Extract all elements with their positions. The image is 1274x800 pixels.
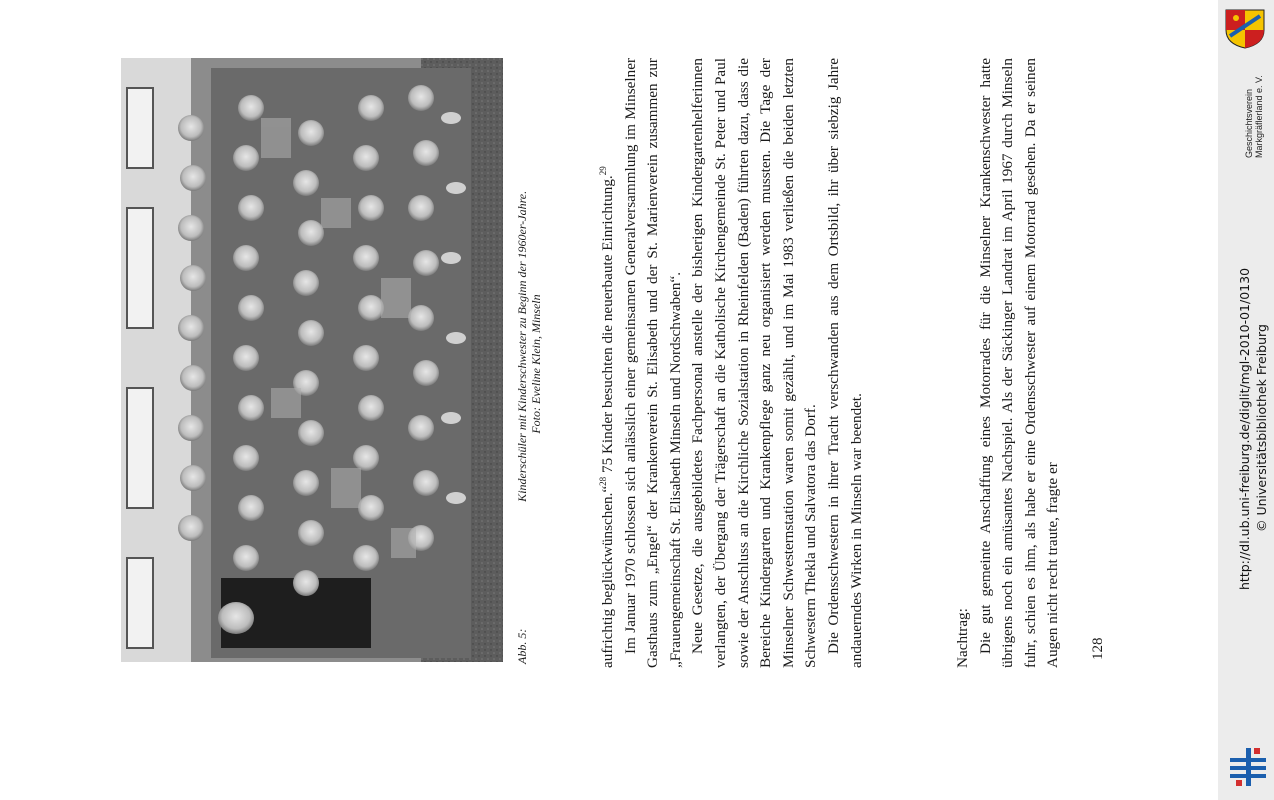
caption-line-2: Foto: Eveline Klein, Minseln [529, 294, 543, 434]
paragraph: Die gut gemeinte Anschaffung eines Motorrades für die Minselner Krankenschwester hatte übrigens noch ein amüsantes Nachspiel. Als der Säckinger Landrat im April 1967 durch Minseln fuhr, schien es ihm, als habe er eine Ordensschwester auf einem Motorrad gesehen. Da er seinen Augen nicht recht traute, fragte er [976, 58, 1062, 668]
caption-line-1: Kinderschüler mit Kinderschwester zu Beginn der 1960er-Jahre. [515, 190, 529, 502]
page-number: 128 [1090, 637, 1106, 660]
paragraph: Die Ordensschwestern in ihrer Tracht verschwanden aus dem Ortsbild, ihr über siebzig Jahre andauerndes Wirken in Minseln war beendet. [825, 58, 865, 668]
figure-number: Abb. 5: [515, 628, 529, 664]
paragraph: Im Januar 1970 schlossen sich anlässlich einer gemeinsamen Generalversammlung im Minselner Gasthaus zum „Engel“ der Krankenverein St. Elisabeth und der St. Marienverein zusammen zur „Frauengemeinschaft St. Elisabeth Minseln und Nordschwaben“. [621, 58, 684, 668]
university-library-logo-icon [1228, 746, 1268, 788]
footnote-ref: 28 [598, 476, 608, 486]
postscript-section [952, 58, 1065, 668]
section-heading: Nachtrag: [954, 608, 971, 668]
article-body [592, 58, 868, 668]
figure-caption [515, 64, 543, 664]
paragraph: Neue Gesetze, die ausgebildetes Fachpersonal anstelle der bisherigen Kindergartenhelferinnen verlangten, der Übergang der Trägerschaft an die Katholische Kirchengemeinde St. Peter und Paul sowie der Anschluss an die Kirchliche Sozialstation in Rheinfelden (Baden) führten dazu, dass die Bereiche Kindergarten und Krankenpflege ganz neu organisiert werden mussten. Die Tage der Minselner Schwesternstation waren somit gezählt, und im Mai 1983 verließen die beiden letzten Schwestern Thekla und Salvatora das Dorf. [689, 58, 820, 668]
paragraph: aufrichtig beglückwünschen.“$^{28}$ 75 Kinder besuchten die neuerbaute Einrichtung.$^{29}$ [598, 166, 617, 668]
copyright-notice: © Universitätsbibliothek Freiburg [1254, 324, 1269, 532]
society-crest-icon [1222, 6, 1268, 50]
footnote-ref: 29 [598, 166, 608, 176]
society-name: Geschichtsverein Markgräflerland e. V. [1244, 75, 1264, 158]
historic-group-photo [121, 58, 503, 662]
document-url-link[interactable]: http://dl.ub.uni-freiburg.de/diglit/mgl-2010-01/0130 [1237, 267, 1252, 590]
